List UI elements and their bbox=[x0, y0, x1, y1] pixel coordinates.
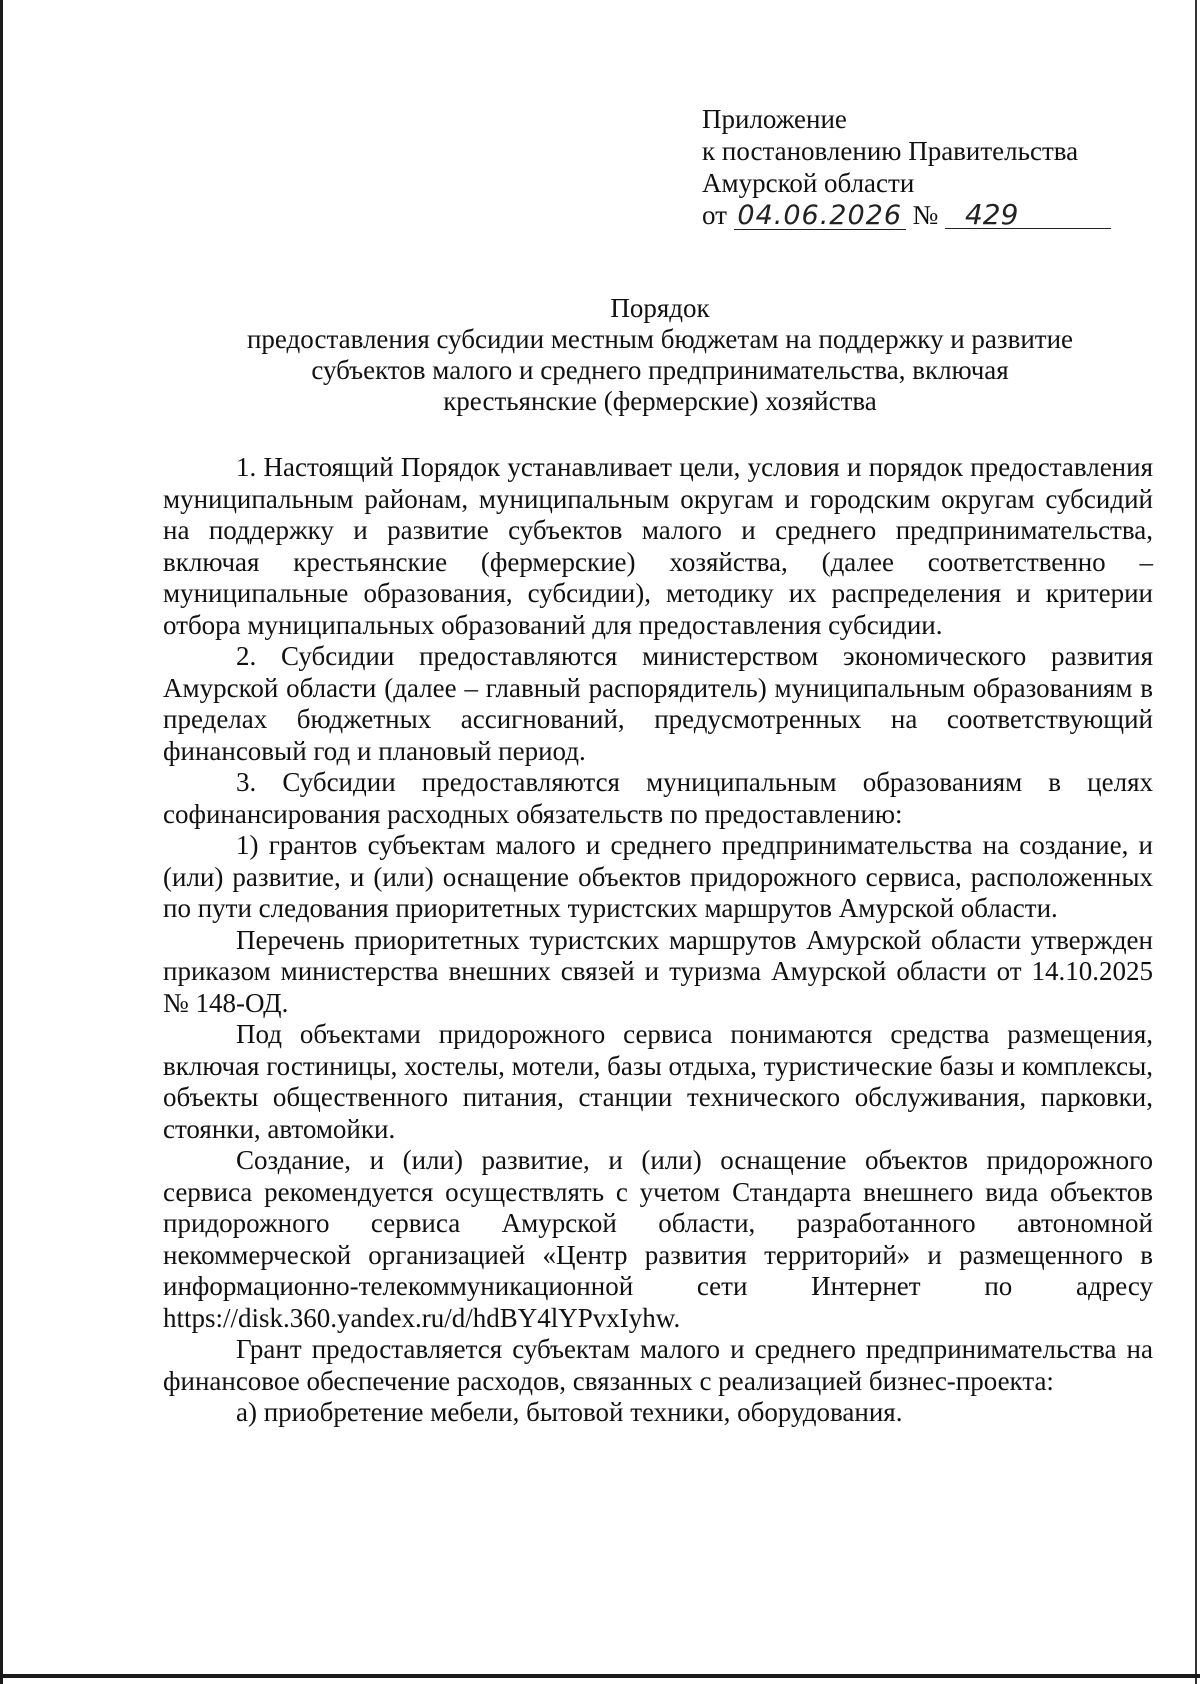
approval-stamp bbox=[702, 103, 1111, 231]
title-subtitle-line-3: крестьянские (фермерские) хозяйства bbox=[443, 386, 877, 416]
title-subtitle-line-2: субъектов малого и среднего предпринимательства, включая bbox=[311, 355, 1009, 385]
approval-date-number-row bbox=[702, 199, 1111, 231]
approval-line-region: Амурской области bbox=[702, 168, 915, 198]
scan-border-right bbox=[1195, 0, 1197, 1684]
document-title bbox=[180, 293, 1140, 417]
handwritten-date: 04.06.2026 bbox=[734, 203, 906, 230]
paragraph-roadside-objects: Под объектами придорожного сервиса понимаются средства размещения, включая гостиницы, хостелы, мотели, базы отдыха, туристические базы и комплексы, объекты общественного питания, станции технического обслуживания, парковки, стоянки, автомойки. bbox=[163, 1019, 1153, 1144]
number-sign: № bbox=[912, 200, 939, 230]
approval-line-decree: к постановлению Правительства bbox=[702, 136, 1079, 166]
paragraph-route-list: Перечень приоритетных туристских маршрутов Амурской области утвержден приказом министерства внешних связей и туризма Амурской области от 14.10.2025 № 148-ОД. bbox=[163, 924, 1153, 1018]
paragraph-3: 3. Субсидии предоставляются муниципальным образованиям в целях софинансирования расходных обязательств по предоставлению: bbox=[163, 767, 1153, 829]
paragraph-standard: Создание, и (или) развитие, и (или) оснащение объектов придорожного сервиса рекомендуется осуществлять с учетом Стандарта внешнего вида объектов придорожного сервиса Амурской области, разработанного автономной некоммерческой организацией «Центр развития территорий» и размещенного в информационно-телекоммуникационной сети Интернет по адресу https://disk.360.yandex.ru/d/hdBY4lYPvxIyhw. bbox=[163, 1145, 1153, 1333]
title-heading: Порядок bbox=[610, 293, 710, 323]
paragraph-grant: Грант предоставляется субъектам малого и среднего предпринимательства на финансовое обеспечение расходов, связанных с реализацией бизнес-проекта: bbox=[163, 1334, 1153, 1396]
handwritten-number: 429 bbox=[945, 202, 1111, 229]
paragraph-3-item-1: 1) грантов субъектам малого и среднего предпринимательства на создание, и (или) развитие, и (или) оснащение объектов придорожного сервиса, расположенных по пути следования приоритетных туристских маршрутов Амурской области. bbox=[163, 830, 1153, 923]
scan-border-bottom bbox=[0, 1674, 1200, 1678]
document-body bbox=[163, 452, 1153, 1429]
paragraph-grant-item-a: а) приобретение мебели, бытовой техники, оборудования. bbox=[236, 1397, 903, 1427]
date-prefix: от bbox=[702, 200, 727, 230]
approval-line-appendix: Приложение bbox=[702, 104, 847, 134]
title-subtitle-line-1: предоставления субсидии местным бюджетам на поддержку и развитие bbox=[246, 324, 1074, 354]
paragraph-1: 1. Настоящий Порядок устанавливает цели, условия и порядок предоставления муниципальным районам, муниципальным округам и городским округам субсидий на поддержку и развитие субъектов малого и среднего предпринимательства, включая крестьянские (фермерские) хозяйства, (далее соответственно – муниципальные образования, субсидии), методику их распределения и критерии отбора муниципальных образований для предоставления субсидии. bbox=[163, 452, 1153, 640]
paragraph-2: 2. Субсидии предоставляются министерством экономического развития Амурской области (далее – главный распорядитель) муниципальным образованиям в пределах бюджетных ассигнований, предусмотренных на соответствующий финансовый год и плановый период. bbox=[163, 641, 1153, 766]
scan-border-left bbox=[0, 0, 3, 1684]
